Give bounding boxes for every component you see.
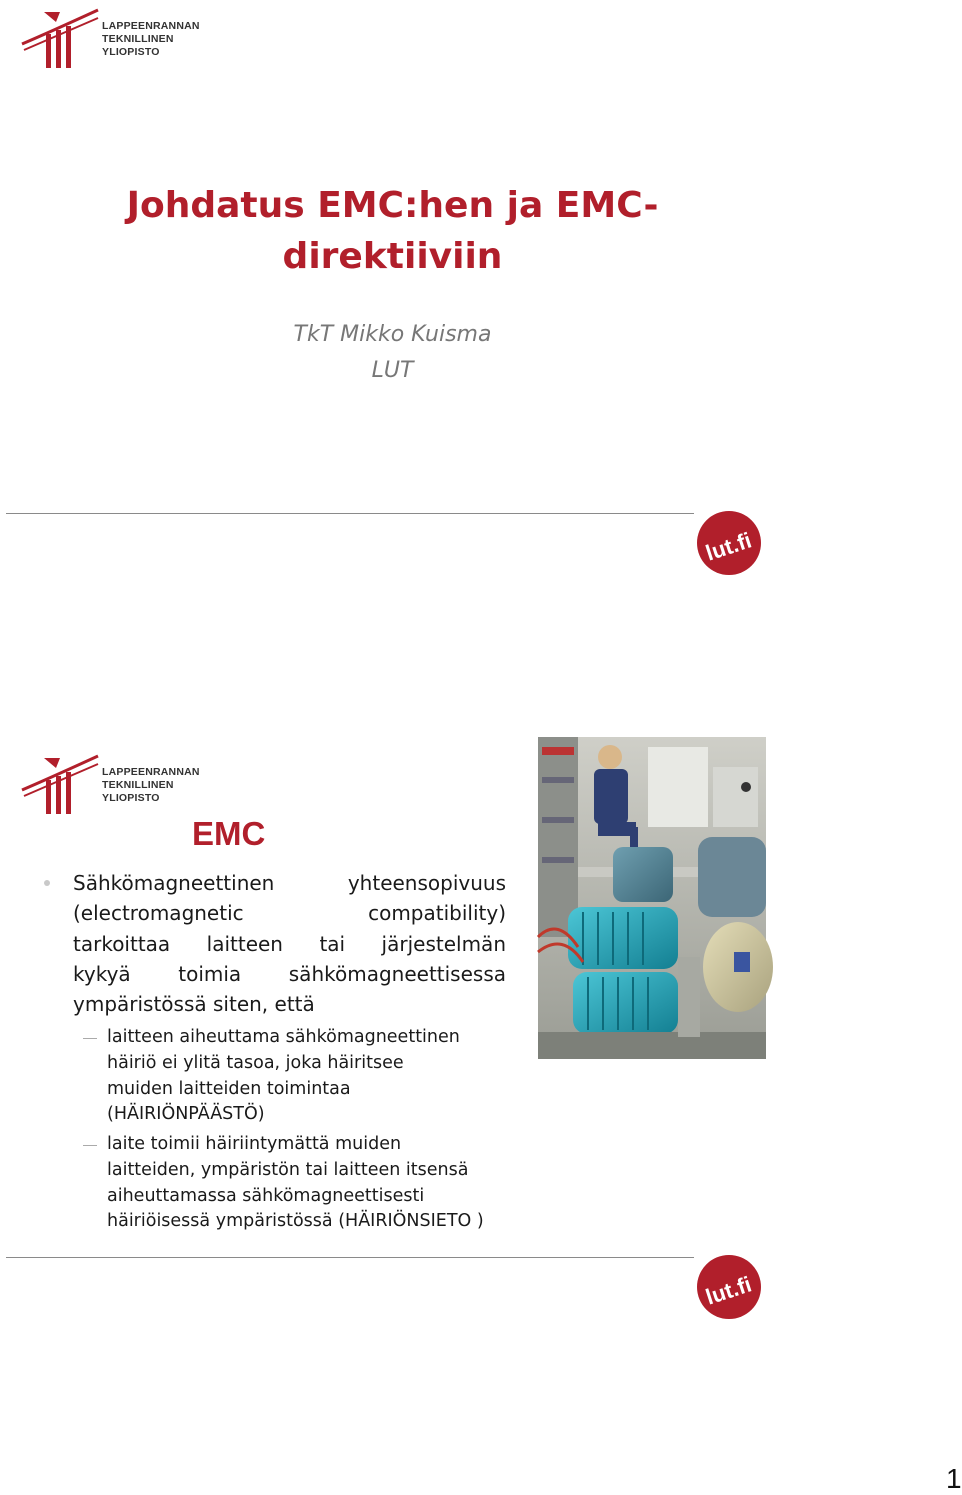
sub1-line-2: häiriö ei ylitä tasoa, joka häiritsee [107, 1052, 404, 1073]
sub-bullet-2 [107, 1132, 512, 1235]
sub2-line-3: aiheuttamassa sähkömagneettisesti [107, 1185, 425, 1206]
main-line-5: ympäristössä siten, että [73, 992, 315, 1017]
sub2-line-2: laitteiden, ympäristön tai laitteen itsensä [107, 1159, 469, 1180]
slide-divider-1 [6, 513, 694, 514]
sub-bullet-dash-1 [83, 1038, 97, 1039]
main-line-1: Sähkömagneettinen yhteensopivuus [73, 871, 506, 895]
logo-line-2: TEKNILLINEN YLIOPISTO [102, 33, 174, 58]
badge-text-2: lut.fi [702, 1271, 755, 1310]
author-name: TkT Mikko Kuisma [293, 322, 492, 347]
slide-heading-emc: EMC [192, 815, 266, 852]
sub-bullet-1 [107, 1025, 512, 1128]
author-affiliation: LUT [371, 358, 414, 383]
bullet-dot [44, 880, 50, 886]
sub1-line-3: muiden laitteiden toimintaa [107, 1078, 351, 1099]
slide-title-line-2: direktiiviin [282, 236, 503, 277]
lut-fi-badge-icon [696, 510, 762, 580]
main-bullet-text [73, 868, 506, 1019]
logo-line-1-2: LAPPEENRANNAN [102, 766, 200, 778]
slide-title-line-1: Johdatus EMC:hen ja EMC- [126, 185, 659, 226]
lut-fi-badge-2 [696, 1254, 762, 1310]
lut-fi-badge-icon-2 [696, 1254, 762, 1324]
slide-title [120, 180, 665, 282]
sub1-line-4: (HÄIRIÖNPÄÄSTÖ) [107, 1104, 265, 1125]
logo-line-1: LAPPEENRANNAN [102, 20, 200, 32]
sub1-line-1: laitteen aiheuttama sähkömagneettinen [107, 1027, 460, 1047]
main-line-4: kykyä toimia sähkömagneettisessa [73, 961, 506, 986]
main-line-3: tarkoittaa laitteen tai järjestelmän [73, 931, 506, 956]
lab-motors-photo [538, 737, 766, 1059]
sub2-line-4: häiriöisessä ympäristössä (HÄIRIÖNSIETO ) [107, 1211, 484, 1232]
sub2-line-1: laite toimii häiriintymättä muiden [107, 1134, 402, 1154]
badge-text: lut.fi [702, 527, 755, 566]
lut-crest-icon [20, 4, 100, 70]
university-logo-2 [20, 750, 220, 820]
sub-bullet-dash-2 [83, 1145, 97, 1146]
lut-crest-icon-2 [20, 750, 100, 816]
main-line-2: (electromagnetic compatibility) [73, 901, 506, 926]
slide-divider-2 [6, 1257, 694, 1258]
lut-fi-badge [696, 510, 762, 566]
logo-line-2-2: TEKNILLINEN YLIOPISTO [102, 779, 174, 804]
university-logo [20, 4, 220, 74]
page-number: 1 [946, 1463, 962, 1494]
lab-motors-illustration [538, 737, 766, 1059]
